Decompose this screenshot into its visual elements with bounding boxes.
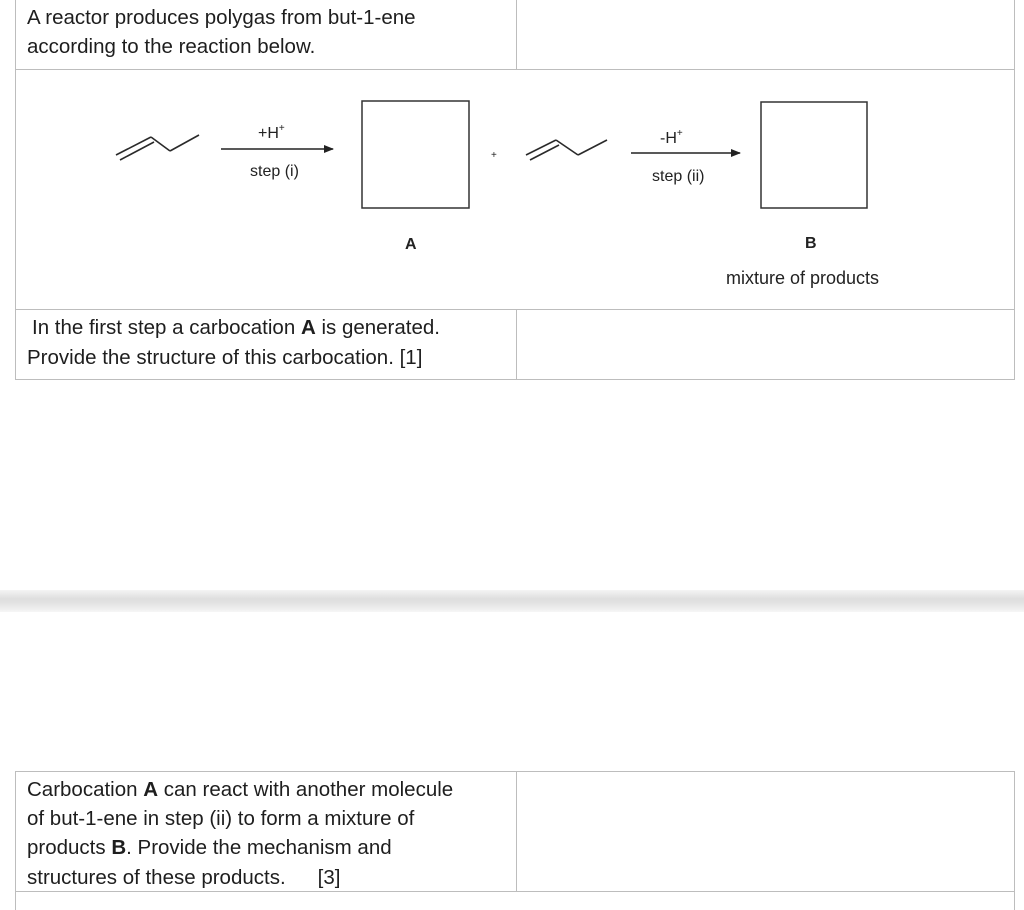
table-column-divider — [516, 310, 517, 380]
table-column-divider — [516, 771, 517, 892]
table-row-border — [15, 771, 1015, 772]
answer-box-b — [761, 102, 867, 208]
step-2-arrow — [631, 128, 740, 185]
table-column-divider — [516, 0, 517, 70]
part-2-line-4: structures of these products. [3] — [27, 866, 341, 889]
step-1-reagent: +H+ — [258, 123, 285, 142]
box-b-caption: mixture of products — [726, 268, 880, 288]
step-1-label: step (i) — [250, 163, 299, 180]
box-b-label: B — [805, 235, 817, 252]
page-break-divider — [0, 590, 1024, 612]
marks-label: [3] — [317, 866, 341, 889]
step-1-arrow — [221, 123, 333, 180]
but-1-ene-structure-2 — [526, 140, 607, 160]
intro-line-1: A reactor produces polygas from but-1-ene — [27, 6, 416, 29]
answer-box-a — [362, 101, 469, 208]
part-2-line-1: Carbocation A can react with another molecule — [27, 778, 454, 801]
step-2-label: step (ii) — [652, 168, 705, 185]
box-a-label: A — [405, 236, 417, 253]
table-border-right — [1014, 771, 1015, 910]
table-border-left — [15, 771, 16, 910]
part-1-line-1: In the first step a carbocation A is generated. — [32, 316, 440, 339]
but-1-ene-structure-1 — [116, 135, 199, 160]
table-row-border — [15, 379, 1015, 380]
part-1-line-2: Provide the structure of this carbocation. [1] — [27, 346, 423, 369]
plus-sign: + — [491, 150, 497, 161]
intro-line-2: according to the reaction below. — [27, 35, 316, 58]
part-2-line-3: products B. Provide the mechanism and — [27, 836, 392, 859]
step-2-reagent: -H+ — [660, 128, 683, 147]
part-2-line-2: of but-1-ene in step (ii) to form a mixture of — [27, 807, 415, 830]
reaction-scheme — [0, 70, 1024, 310]
